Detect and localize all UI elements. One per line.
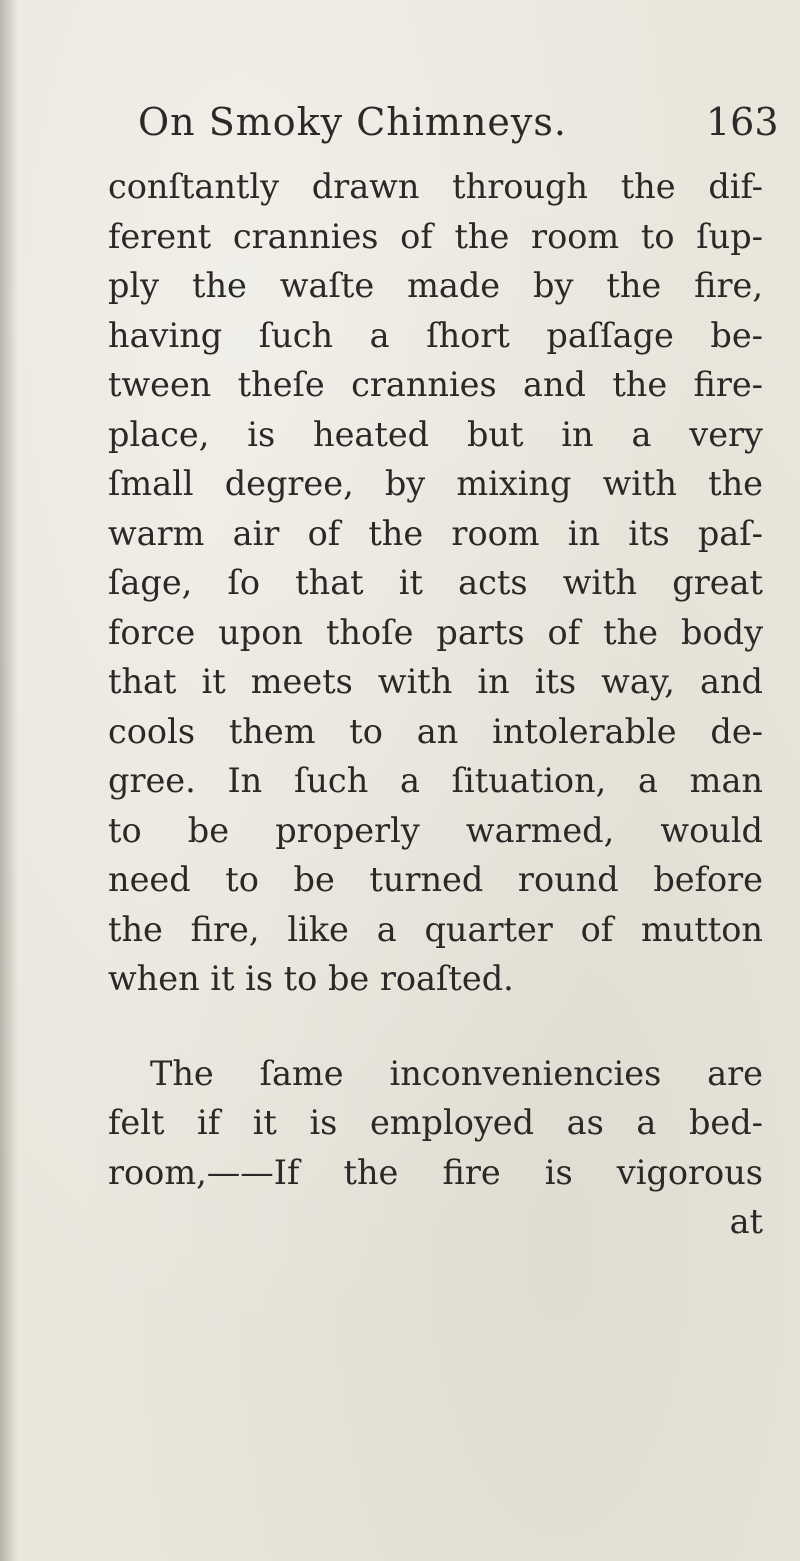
text-line: when it is to be roaſted. — [108, 959, 514, 998]
text-line: ſmall degree, by mixing with the — [108, 464, 763, 503]
text-line: ply the waſte made by the fire, — [108, 266, 763, 305]
text-line: gree. In ſuch a ſituation, a man — [108, 761, 763, 800]
text-line: to be properly warmed, would — [108, 810, 763, 850]
text-line: conſtantly drawn through the dif- — [108, 167, 763, 206]
paragraph-1 — [108, 162, 763, 1004]
text-line: having ſuch a ſhort paſſage be- — [108, 315, 763, 355]
text-line: ſage, ſo that it acts with great — [108, 563, 763, 602]
text-line: room,——If the fire is vigorous — [108, 1152, 763, 1192]
paragraph-2 — [108, 1049, 763, 1247]
text-line: cools them to an intolerable de- — [108, 711, 763, 751]
text-line: need to be turned round before — [108, 860, 763, 899]
text-line: warm air of the room in its paſ- — [108, 513, 763, 553]
text-line: the fire, like a quarter of mutton — [108, 909, 763, 949]
text-line: tween theſe crannies and the fire- — [108, 365, 763, 404]
text-line: felt if it is employed as a bed- — [108, 1103, 763, 1142]
catchword: at — [729, 1202, 763, 1241]
text-line: ferent crannies of the room to ſup- — [108, 216, 763, 256]
text-line: that it meets with in its way, and — [108, 662, 763, 701]
page-number: 163 — [706, 100, 779, 144]
body-text — [108, 162, 763, 1247]
text-line: The ſame inconveniencies are — [150, 1053, 763, 1093]
text-line: place, is heated but in a very — [108, 414, 763, 454]
gutter-shadow — [0, 0, 18, 1561]
text-line: force upon thoſe parts of the body — [108, 612, 763, 652]
paragraph-gap — [108, 1004, 763, 1049]
running-title: On Smoky Chimneys. — [138, 100, 567, 144]
